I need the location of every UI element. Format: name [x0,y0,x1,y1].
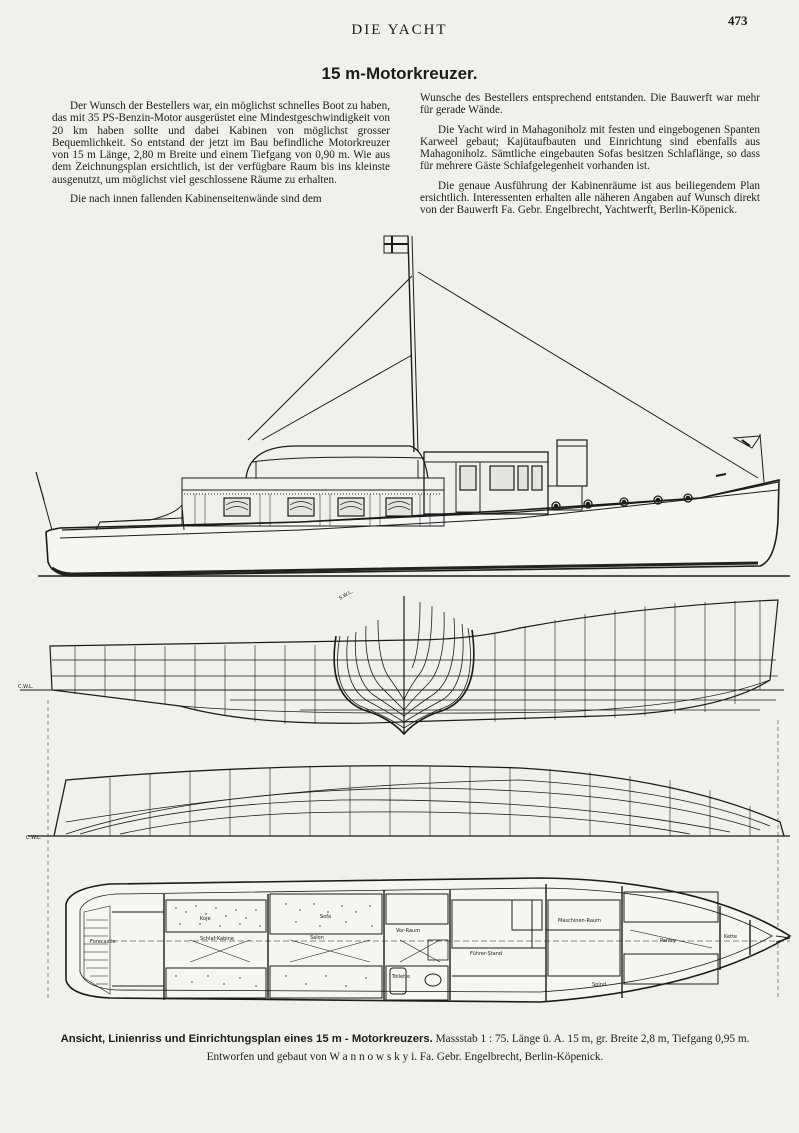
caption-title: Ansicht, Linienriss und Einrichtungsplan eines 15 m - Motorkreuzers. [60,1033,433,1045]
yacht-profile-drawing [36,236,790,576]
running-head: DIE YACHT [351,22,448,38]
plan-label-toilette: Toilette [392,974,411,980]
paragraph: Die Yacht wird in Mahagoniholz mit festen und eingebogenen Spanten Karweel gebaut; Kajütaufbauten und Einrichtung sind ebenfalls aus Mahagoniholz. Sämtliche eingebauten Sofas besitzen Schlaflänge, so dass für mehrere Gäste Schlafgelegenheit vorhanden ist. [420,123,760,173]
caption-credit: Entworfen und gebaut von W a n n o w s k y i. Fa. Gebr. Engelbrecht, Berlin-Köpenick. [206,1051,604,1063]
plan-label-sofa: Sofa [320,914,332,920]
svg-text:C.W.L.: C.W.L. [26,835,42,841]
plan-label-maschinen-raum: Maschinen-Raum [558,918,601,924]
svg-text:C.W.L.: C.W.L. [18,684,34,690]
plan-label-schlaf-kabine: Schlaf-Kabine [200,936,234,942]
paragraph: Wunsche des Bestellers entsprechend entstanden. Die Bauwerft war mehr für gerade Wände. [420,92,760,117]
arrangement-plan-drawing [66,878,790,1002]
paragraph: Die genaue Ausführung der Kabinenräume ist aus beiliegendem Plan ersichtlich. Interessenten erhalten alle näheren Angaben auf Wunsch direkt von der Bauwerft Fa. Gebr. Engelbrecht, Yachtwerft, Berlin-Köpenick. [420,179,760,217]
half-breadth-plan-drawing [28,766,790,836]
plan-label-forecastle: Forecastle [90,939,116,945]
plan-label-spind: Spind [592,982,607,988]
plan-label-pantry: Pantry [660,938,676,944]
plan-label-fuehrer-stand: Führer-Stand [470,951,503,957]
plan-label-salon: Salon [310,935,324,941]
figure-caption [30,1030,780,1066]
paragraph: Der Wunsch der Bestellers war, ein möglichst schnelles Boot zu haben, das mit 35 PS-Benzin-Motor ausgerüstet eine Mindestgeschwindigkeit von 20 km haben sollte und dabei Kabinen von möglichst grosser Bequemlichkeit. So entstand der jetzt im Bau befindliche Motorkreuzer von 15 m Länge, 2,80 m Breite und einem Tiefgang von 0,90 m. Wie aus dem Zeichnungsplan ersichtlich, ist der verfügbare Raum bis ins kleinste ausgenutzt, um möglichst viel geschlossene Räume zu erhalten. [52,100,390,186]
svg-text:S.W.L.: S.W.L. [338,588,355,602]
plan-label-kette: Kette [724,934,738,940]
article-title: 15 m-Motorkreuzer. [321,64,478,83]
page-number: 473 [728,13,748,28]
paragraph: Die nach innen fallenden Kabinenseitenwände sind dem [70,193,322,206]
plan-label-vor-raum: Vor-Raum [396,928,421,934]
caption-specs: Massstab 1 : 75. Länge ü. A. 15 m, gr. Breite 2,8 m, Tiefgang 0,95 m. [435,1033,750,1045]
plan-label-koje: Koje [200,916,211,922]
